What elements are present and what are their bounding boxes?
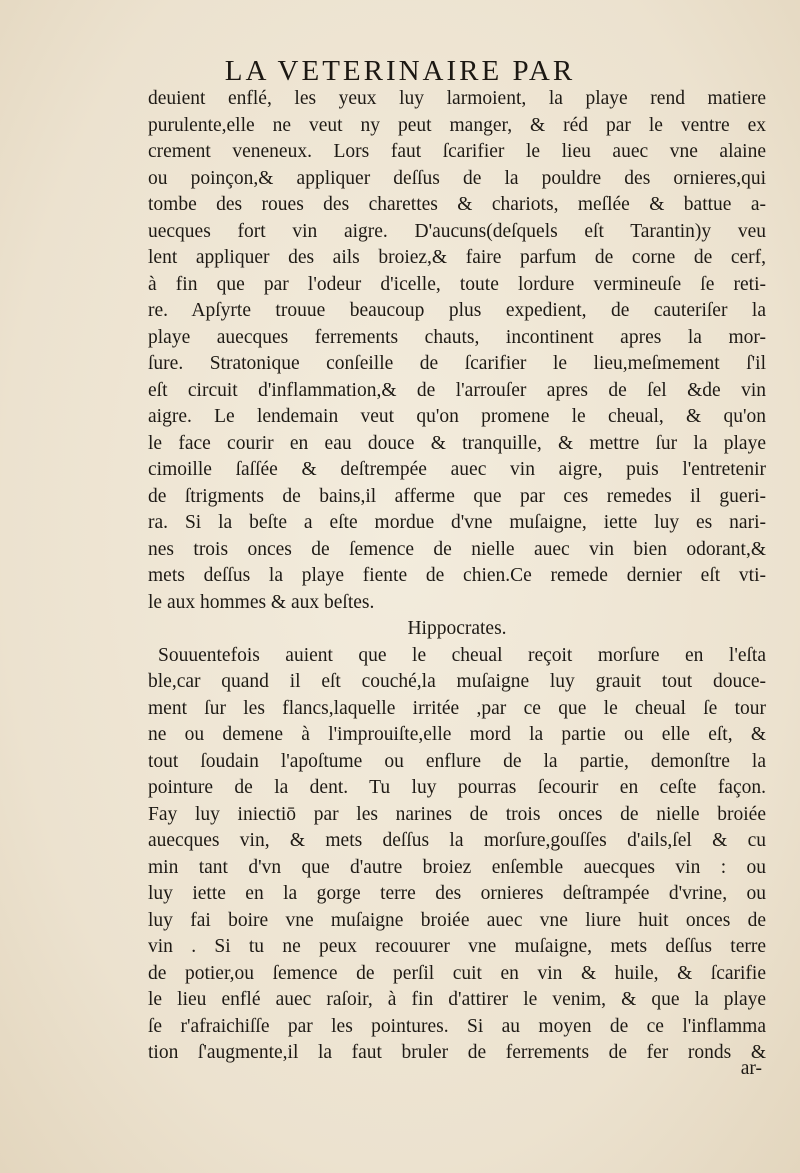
text-line: Souuentefois auient que le cheual reçoit morſure en l'eſta — [158, 644, 766, 666]
text-line: ne ou demene à l'improuiſte,elle mord la partie ou elle eſt, & — [148, 724, 766, 745]
text-line: pointure de la dent. Tu luy pourras ſecourir en ceſte façon. — [148, 777, 766, 798]
text-line: crement veneneux. Lors faut ſcarifier le lieu auec vne alaine — [148, 141, 766, 162]
text-line: ble,car quand il eſt couché,la muſaigne luy grauit tout douce- — [148, 671, 766, 692]
text-line: tout ſoudain l'apoſtume ou enflure de la partie, demonſtre la — [148, 750, 766, 772]
text-line: deuient enflé, les yeux luy larmoient, la playe rend matiere — [148, 88, 766, 109]
text-line: à fin que par l'odeur d'icelle, toute lordure vermineuſe ſe reti- — [148, 273, 766, 295]
text-line: ou poinçon,& appliquer deſſus de la pouldre des ornieres,qui — [148, 167, 766, 189]
text-line: lent appliquer des ails broiez,& faire parfum de corne de cerf, — [148, 247, 766, 268]
running-head: LA VETERINAIRE PAR — [224, 55, 576, 87]
text-line: playe auecques ferrements chauts, incontinent apres la mor- — [148, 326, 766, 348]
text-line: ra. Si la beſte a eſte mordue d'vne muſaigne, iette luy es nari- — [148, 512, 766, 533]
text-line: ſure. Stratonique conſeille de ſcarifier le lieu,meſmement ſ'il — [148, 353, 766, 374]
text-line: ment ſur les flancs,laquelle irritée ,par ce que le cheual ſe tour — [148, 697, 766, 719]
text-block — [148, 86, 766, 1067]
text-line: luy fai boire vne muſaigne broiée auec vne liure huit onces de — [148, 909, 766, 931]
text-line: le face courir en eau douce & tranquille, & mettre ſur la playe — [148, 432, 766, 454]
text-line: aigre. Le lendemain veut qu'on promene le cheual, & qu'on — [148, 406, 766, 427]
text-line: min tant d'vn que d'autre broiez enſemble auecques vin : ou — [148, 856, 766, 878]
text-line: mets deſſus la playe fiente de chien.Ce remede dernier eſt vti- — [148, 565, 766, 586]
text-line: de ſtrigments de bains,il afferme que par ces remedes il gueri- — [148, 485, 766, 507]
text-line: vin . Si tu ne peux recouurer vne muſaigne, mets deſſus terre — [148, 936, 766, 957]
text-line: luy iette en la gorge terre des ornieres deſtrampée d'vrine, ou — [148, 883, 766, 904]
text-line: purulente,elle ne veut ny peut manger, & réd par le ventre ex — [148, 114, 766, 136]
paragraph-2 — [148, 643, 766, 1067]
paragraph-1 — [148, 86, 766, 616]
text-line: auecques vin, & mets deſſus la morſure,gouſſes d'ails,ſel & cu — [148, 830, 766, 851]
text-line: nes trois onces de ſemence de nielle auec vin bien odorant,& — [148, 538, 766, 560]
text-line: tombe des roues des charettes & chariots, meſlée & battue a- — [148, 194, 766, 215]
text-line: uecques fort vin aigre. D'aucuns(deſquels eſt Tarantin)y veu — [148, 220, 766, 242]
catchword: ar- — [740, 1058, 762, 1079]
text-line: tion ſ'augmente,il la faut bruler de ferrements de fer ronds & — [148, 1042, 766, 1063]
text-line: le aux hommes & aux beſtes. — [148, 591, 375, 613]
section-heading: Hippocrates. — [407, 618, 507, 639]
text-line: cimoille ſaſſée & deſtrempée auec vin aigre, puis l'entretenir — [148, 459, 766, 480]
text-line: ſe r'afraichiſſe par les pointures. Si au moyen de ce l'inflamma — [148, 1015, 766, 1037]
text-line: re. Apſyrte trouue beaucoup plus expedient, de cauteriſer la — [148, 300, 766, 321]
text-line: eſt circuit d'inflammation,& de l'arrouſer apres de ſel &de vin — [148, 379, 766, 401]
text-line: Fay luy iniectiō par les narines de trois onces de nielle broiée — [148, 803, 766, 825]
text-line: de potier,ou ſemence de perſil cuit en vin & huile, & ſcarifie — [148, 962, 766, 984]
text-line: le lieu enflé auec raſoir, à fin d'attirer le venim, & que la playe — [148, 989, 766, 1010]
